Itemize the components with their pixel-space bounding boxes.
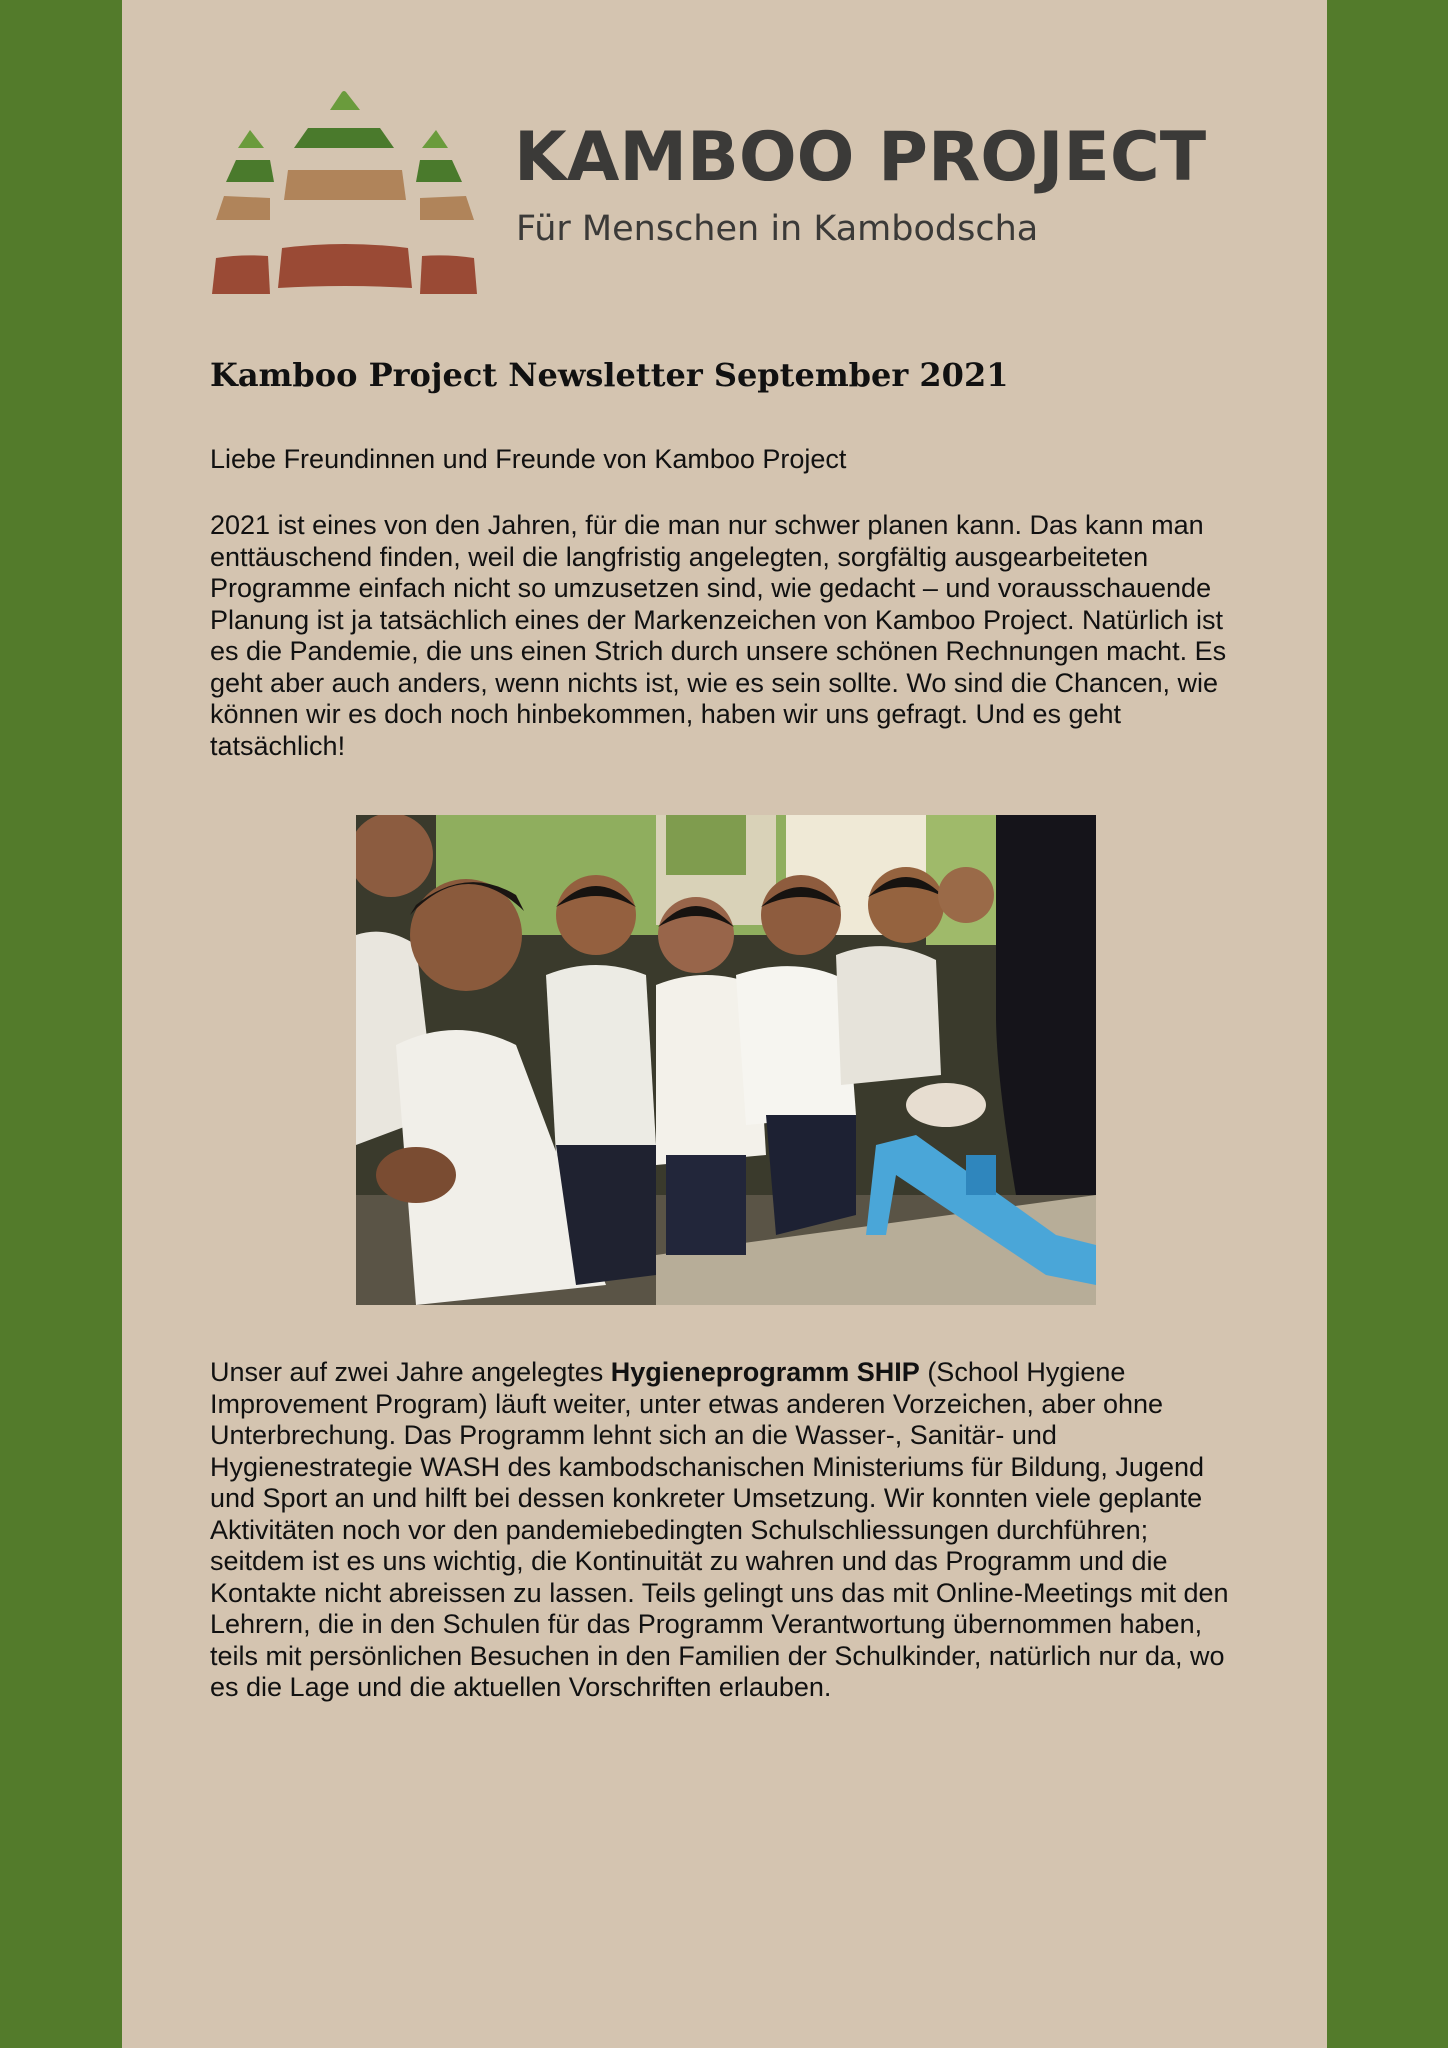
newsletter-heading: Kamboo Project Newsletter September 2021 [210, 356, 1009, 394]
logo-subtitle: Für Menschen in Kambodscha [516, 209, 1039, 249]
para2-intro: Unser auf zwei Jahre angelegtes [210, 1357, 611, 1387]
greeting-line: Liebe Freundinnen und Freunde von Kamboo Project [210, 444, 847, 474]
children-handwashing-photo [356, 815, 1096, 1305]
newsletter-page [122, 0, 1327, 2048]
logo-title: KAMBOO PROJECT [514, 118, 1207, 197]
intro-paragraph: 2021 ist eines von den Jahren, für die man nur schwer planen kann. Das kann man enttäuschend finden, weil die langfristig angelegten, sorgfältig ausgearbeiteten Programme einfach nicht so umzusetzen sind, wie gedacht – und vorausschauende Planung ist ja tatsächlich eines der Markenzeichen von Kamboo Project. Natürlich ist es die Pandemie, die uns einen Strich durch unsere schönen Rechnungen macht. Es geht aber auch anders, wenn nichts ist, wie es sein sollte. Wo sind die Chancen, wie können wir es doch noch hinbekommen, haben wir uns gefragt. Und es geht tatsächlich! [210, 510, 1227, 761]
hygiene-program-paragraph [210, 1357, 1240, 1704]
ship-program-name: Hygieneprogramm SHIP [610, 1357, 920, 1387]
temple-logo-icon [212, 88, 477, 298]
kamboo-logo [212, 88, 1272, 298]
para2-body: (School Hygiene Improvement Program) läuft weiter, unter etwas anderen Vorzeichen, aber ohne Unterbrechung. Das Programm lehnt sich an die Wasser-, Sanitär- und Hygienestrategie WASH des kambodschanischen Ministeriums für Bildung, Jugend und Sport an und hilft bei dessen konkreter Umsetzung. Wir konnten viele geplante Aktivitäten noch vor den pandemiebedingten Schulschliessungen durchführen; seitdem ist es uns wichtig, die Kontinuität zu wahren und das Programm und die Kontakte nicht abreissen zu lassen. Teils gelingt uns das mit Online-Meetings mit den Lehrern, die in den Schulen für das Programm Verantwortung übernommen haben, teils mit persönlichen Besuchen in den Familien der Schulkinder, natürlich nur da, wo es die Lage und die aktuellen Vorschriften erlauben. [210, 1357, 1229, 1702]
